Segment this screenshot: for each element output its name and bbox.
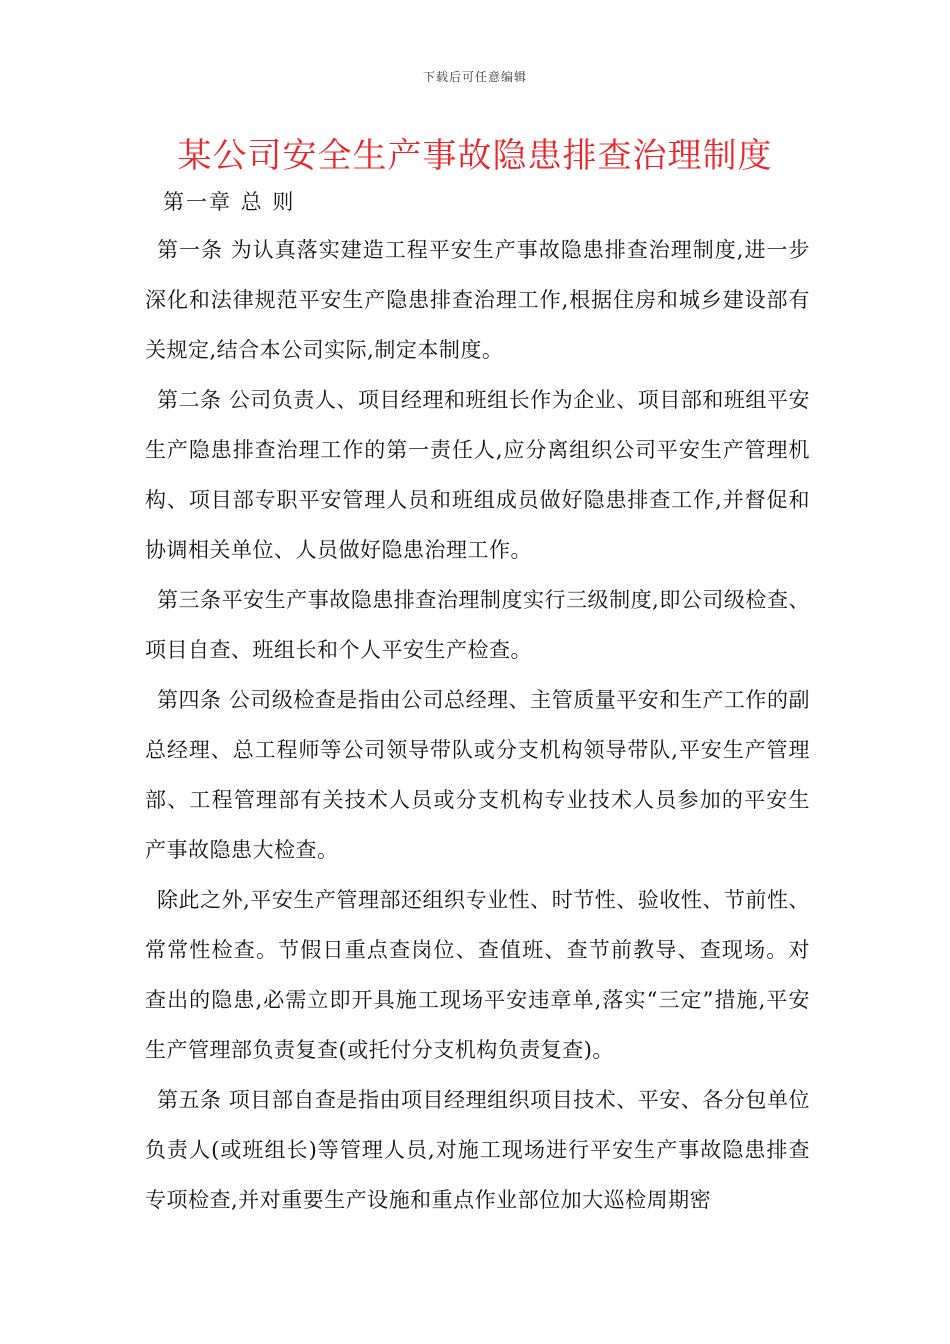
- paragraph-article-2: 第二条 公司负责人、项目经理和班组长作为企业、项目部和班组平安生产隐患排查治理工作的第一责任人,应分离组织公司平安生产管理机构、项目部专职平安管理人员和班组成员做好隐患排查工作,并督促和协调相关单位、人员做好隐患治理工作。: [145, 388, 810, 562]
- header-note: 下载后可任意编辑: [422, 70, 527, 84]
- paragraph-article-4: 第四条 公司级检查是指由公司总经理、主管质量平安和生产工作的副总经理、总工程师等公司领导带队或分支机构领导带队,平安生产管理部、工程管理部有关技术人员或分支机构专业技术人员参加的平安生产事故隐患大检查。: [145, 688, 810, 862]
- paragraph-supplement: 除此之外,平安生产管理部还组织专业性、时节性、验收性、节前性、常常性检查。节假日重点查岗位、查值班、查节前教导、查现场。对查出的隐患,必需立即开具施工现场平安违章单,落实“三定”措施,平安生产管理部负责复查(或托付分支机构负责复查)。: [145, 888, 810, 1062]
- paragraph-article-1: 第一条 为认真落实建造工程平安生产事故隐患排查治理制度,进一步深化和法律规范平安生产隐患排查治理工作,根据住房和城乡建设部有关规定,结合本公司实际,制定本制度。: [145, 238, 810, 362]
- paragraph-article-5: 第五条 项目部自查是指由项目经理组织项目技术、平安、各分包单位负责人(或班组长)等管理人员,对施工现场进行平安生产事故隐患排查专项检查,并对重要生产设施和重点作业部位加大巡检周期密: [145, 1088, 810, 1212]
- chapter-heading: 第一章 总 则: [163, 190, 296, 214]
- document-title: 某公司安全生产事故隐患排查治理制度: [177, 136, 773, 176]
- paragraph-article-3: 第三条平安生产事故隐患排查治理制度实行三级制度,即公司级检查、项目自查、班组长和个人平安生产检查。: [145, 588, 810, 662]
- document-body: [145, 225, 810, 1225]
